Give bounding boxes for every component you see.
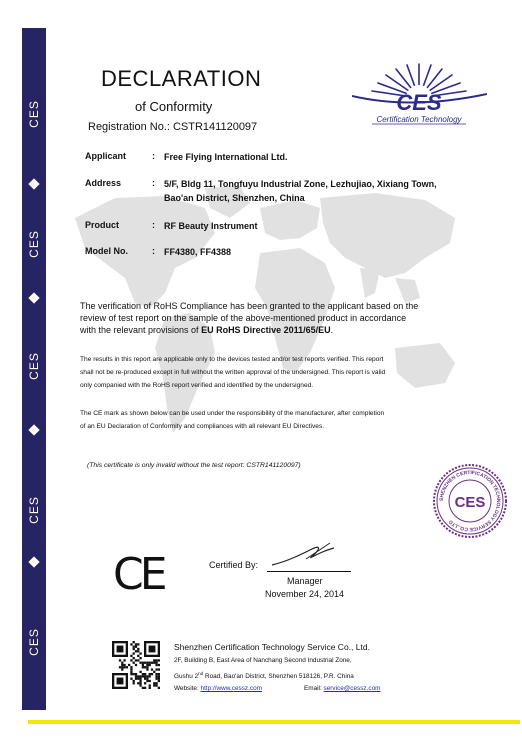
stripe-ces-label: CES [27, 496, 41, 524]
product-value: RF Beauty Instrument [164, 221, 258, 231]
model-label: Model No. [85, 246, 128, 256]
logo-tagline: Certification Technology [376, 115, 462, 124]
seal-ring-text: SHENZHEN CERTIFICATION TECHNOLOGY SERVICE CO.,LTD [438, 469, 502, 533]
qr-code-icon [112, 641, 160, 689]
issue-date: November 24, 2014 [265, 589, 345, 599]
ce-mark: CE [113, 549, 164, 600]
company-address-line2: Gushu 2nd Road, Bao'an District, Shenzhen 518126, P.R. China [174, 671, 354, 681]
results-paragraph: The results in this report are applicable only to the devices tested and/or test reports verified. This report shall not be re-produced except in full without the written approval of the undersigned. This report is valid only companied with the RoHS report verified and identified by the undersigned. [80, 356, 386, 389]
ces-seal-icon [432, 463, 508, 539]
document-title: DECLARATION [101, 66, 262, 91]
address-value-line2: Bao'an District, Shenzhen, China [164, 193, 305, 203]
email-line: Email: service@cessz.com [304, 685, 381, 692]
handwritten-signature [268, 537, 348, 571]
company-name: Shenzhen Certification Technology Service Co., Ltd. [174, 642, 370, 652]
ce-mark-paragraph: The CE mark as shown below can be used under the responsibility of the manufacturer, after completion of an EU Declaration of Conformity and compliances with all relevant EU Directives. [80, 410, 385, 430]
logo-abbr: CES [396, 90, 442, 115]
model-value: FF4380, FF4388 [164, 247, 232, 257]
address-value-line1: 5/F, Bldg 11, Tongfuyu Industrial Zone, Lezhujiao, Xixiang Town, [164, 179, 437, 189]
website-link[interactable]: http://www.cessz.com [200, 685, 262, 692]
seal-center-text: CES [454, 494, 486, 511]
ces-logo-icon [352, 58, 487, 128]
accent-bar [28, 720, 520, 724]
signature-line [267, 571, 351, 572]
address-label: Address [85, 178, 122, 188]
product-label: Product [85, 220, 120, 230]
website-line: Website: http://www.cessz.com [174, 685, 262, 692]
stripe-ces-label: CES [27, 230, 41, 258]
signer-role: Manager [287, 576, 323, 586]
applicant-colon: : [152, 151, 155, 161]
company-address-line1: 2F, Building B, East Area of Nanchang Second Industrial Zone, [174, 657, 352, 664]
stripe-ces-label: CES [27, 100, 41, 128]
email-link[interactable]: service@cessz.com [323, 685, 381, 692]
address-colon: : [152, 178, 155, 188]
side-stripe [22, 28, 46, 710]
stripe-ces-label: CES [27, 352, 41, 380]
stripe-diamond-icon [28, 178, 39, 189]
stripe-diamond-icon [28, 424, 39, 435]
model-colon: : [152, 246, 155, 256]
document-subtitle: of Conformity [135, 99, 213, 114]
rohs-verification-paragraph: The verification of RoHS Compliance has been granted to the applicant based on the review of test report on the sample of the above-mentioned product in accordance with the relevant provisions of EU RoHS Directive 2011/65/EU. [80, 301, 419, 335]
certified-by-label: Certified By: [209, 560, 259, 570]
stripe-ces-label: CES [27, 628, 41, 656]
stripe-diamond-icon [28, 292, 39, 303]
validity-note: (This certificate is only invalid without the test report: CSTR141120097) [87, 462, 301, 469]
product-colon: : [152, 220, 155, 230]
applicant-value: Free Flying International Ltd. [164, 152, 288, 162]
applicant-label: Applicant [85, 151, 127, 161]
registration-number: Registration No.: CSTR141120097 [88, 121, 258, 133]
stripe-diamond-icon [28, 556, 39, 567]
